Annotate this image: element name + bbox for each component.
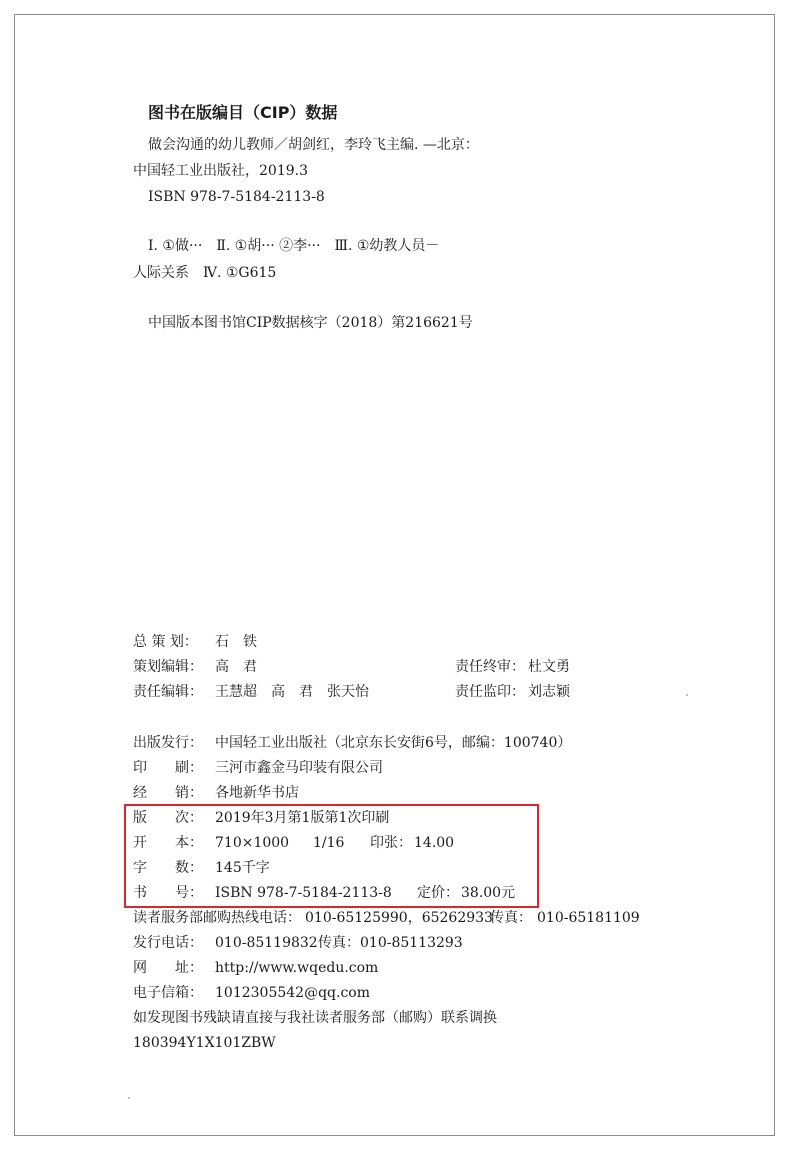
chief-planner-label: 总 策 划： bbox=[133, 634, 198, 650]
format-size: 710×1000 bbox=[215, 835, 290, 851]
reader-service-fax: 010-65181109 bbox=[537, 910, 640, 926]
email-label: 电子信箱： bbox=[133, 985, 203, 1001]
responsible-editor-value: 王慧超 高 君 张天怡 bbox=[215, 684, 369, 700]
cip-line-classification-1: Ⅰ. ①做··· Ⅱ. ①胡··· ②李··· Ⅲ. ①幼教人员－ bbox=[148, 238, 440, 254]
scan-speck bbox=[686, 694, 688, 696]
website-value: http://www.wqedu.com bbox=[215, 960, 379, 976]
printer-value: 三河市鑫金马印装有限公司 bbox=[215, 760, 383, 776]
damaged-book-notice: 如发现图书残缺请直接与我社读者服务部（邮购）联系调换 bbox=[133, 1010, 497, 1026]
website-label: 网 址： bbox=[133, 960, 203, 976]
planning-editor-value: 高 君 bbox=[215, 659, 257, 675]
distributor-label: 经 销： bbox=[133, 785, 203, 801]
email-value: 1012305542@qq.com bbox=[215, 985, 370, 1001]
page-frame bbox=[14, 14, 775, 1136]
final-review-value: 杜文勇 bbox=[528, 659, 570, 675]
isbn-value: ISBN 978-7-5184-2113-8 bbox=[215, 885, 392, 901]
publisher-label: 出版发行： bbox=[133, 735, 203, 751]
reader-service-phone: 010-65125990，65262933 bbox=[305, 910, 493, 926]
printer-label: 印 刷： bbox=[133, 760, 203, 776]
wordcount-value: 145千字 bbox=[215, 860, 270, 876]
product-code: 180394Y1X101ZBW bbox=[133, 1035, 276, 1051]
print-supervisor-value: 刘志颖 bbox=[528, 684, 570, 700]
distribution-fax-label: 传真： bbox=[318, 935, 360, 951]
sheets-value: 14.00 bbox=[414, 835, 455, 851]
cip-line-classification-2: 人际关系 Ⅳ. ①G615 bbox=[133, 265, 277, 281]
planning-editor-label: 策划编辑： bbox=[133, 659, 203, 675]
edition-label: 版 次： bbox=[133, 810, 203, 826]
distributor-value: 各地新华书店 bbox=[215, 785, 299, 801]
print-supervisor-label: 责任监印： bbox=[455, 684, 525, 700]
format-label: 开 本： bbox=[133, 835, 203, 851]
cip-title: 图书在版编目（CIP）数据 bbox=[148, 103, 338, 122]
cip-line-isbn: ISBN 978-7-5184-2113-8 bbox=[148, 189, 325, 205]
cip-line-publisher: 中国轻工业出版社，2019.3 bbox=[133, 163, 308, 179]
responsible-editor-label: 责任编辑： bbox=[133, 684, 203, 700]
distribution-fax: 010-85113293 bbox=[360, 935, 463, 951]
sheets-label: 印张： bbox=[370, 835, 412, 851]
publisher-value: 中国轻工业出版社（北京东长安街6号，邮编：100740） bbox=[215, 735, 572, 751]
edition-value: 2019年3月第1版第1次印刷 bbox=[215, 810, 390, 826]
isbn-label: 书 号： bbox=[133, 885, 203, 901]
reader-service-fax-label: 传真： bbox=[490, 910, 532, 926]
price-value: 38.00元 bbox=[461, 885, 516, 901]
wordcount-label: 字 数： bbox=[133, 860, 203, 876]
distribution-phone: 010-85119832 bbox=[215, 935, 318, 951]
reader-service-label: 读者服务部邮购热线电话： bbox=[133, 910, 301, 926]
scan-speck bbox=[128, 1097, 130, 1099]
final-review-label: 责任终审： bbox=[455, 659, 525, 675]
format-fraction: 1/16 bbox=[313, 835, 345, 851]
cip-line-title-authors: 做会沟通的幼儿教师／胡剑红，李玲飞主编. —北京： bbox=[148, 137, 479, 153]
distribution-phone-label: 发行电话： bbox=[133, 935, 203, 951]
price-label: 定价： bbox=[417, 885, 459, 901]
chief-planner-value: 石 铁 bbox=[215, 634, 257, 650]
cip-line-record-number: 中国版本图书馆CIP数据核字（2018）第216621号 bbox=[148, 315, 473, 331]
